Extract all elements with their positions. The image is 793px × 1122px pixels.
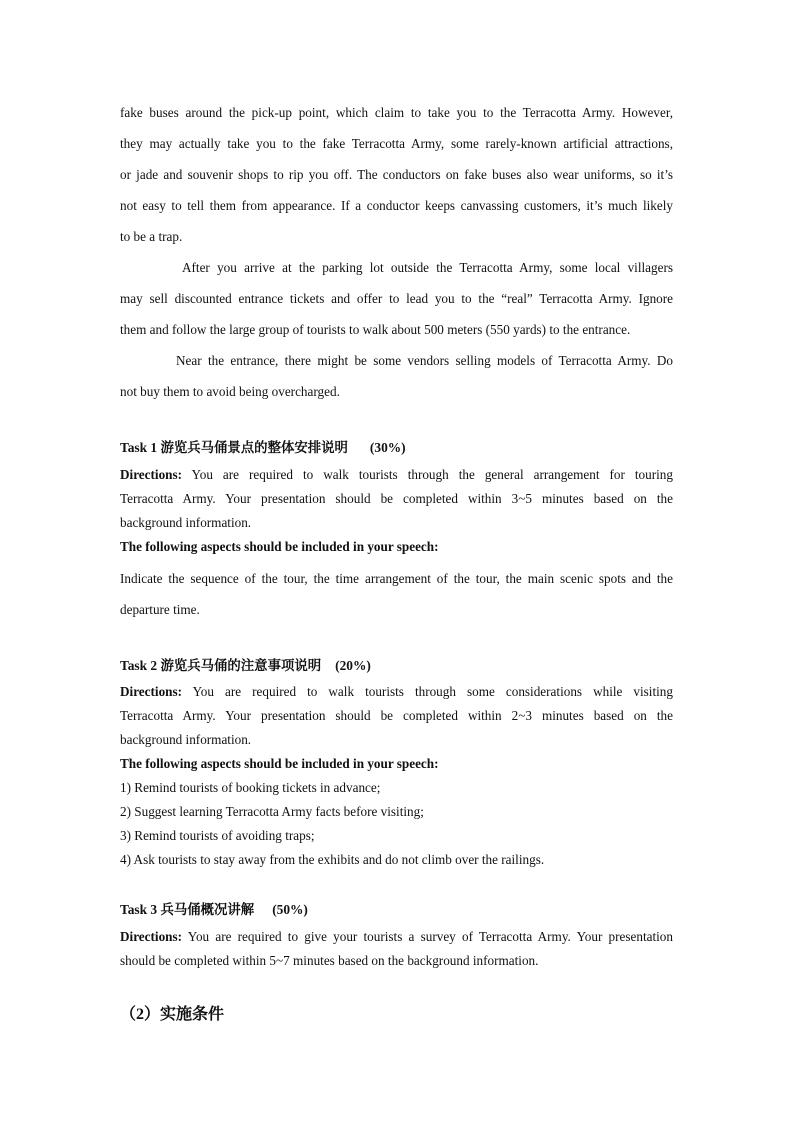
paragraph-line: to be a trap. [120,229,183,244]
paragraph-line: After you arrive at the parking lot outside the Terracotta Army, some local villagers [182,260,673,275]
directions-line: Terracotta Army. Your presentation should be completed within 3~5 minutes based on the [120,491,673,506]
task-percent: (30%) [369,440,406,455]
paragraph-line: them and follow the large group of tourists to walk about 500 meters (550 yards) to the entrance. [120,322,631,337]
paragraph-line: they may actually take you to the fake Terracotta Army, some rarely-known artificial attractions, [120,136,673,151]
task-percent: (50%) [272,902,308,917]
paragraph-line: fake buses around the pick-up point, which claim to take you to the Terracotta Army. However, [120,105,673,120]
directions-text: You are required to walk tourists through the general arrangement for touring [191,467,673,482]
directions-label: Directions: [120,929,183,944]
directions-line [120,466,673,484]
paragraph-line: not buy them to avoid being overcharged. [120,384,340,399]
directions-line: background information. [120,515,252,530]
aspects-line: 4) Ask tourists to stay away from the exhibits and do not climb over the railings. [120,852,545,867]
paragraph-line: or jade and souvenir shops to rip you off. The conductors on fake buses also wear uniforms, so it’s [120,167,673,182]
directions-line: should be completed within 5~7 minutes based on the background information. [120,953,539,968]
paragraph-line: Near the entrance, there might be some vendors selling models of Terracotta Army. Do [176,353,673,368]
paragraph-line: may sell discounted entrance tickets and offer to lead you to the “real” Terracotta Army. Ignore [120,291,673,306]
directions-line: Terracotta Army. Your presentation should be completed within 2~3 minutes based on the [120,708,673,723]
aspects-line: departure time. [120,602,200,617]
directions-text: You are required to walk tourists through some considerations while visiting [192,684,673,699]
directions-label: Directions: [120,684,183,699]
section-heading: （2）实施条件 [120,1006,225,1023]
task-3-heading [120,901,308,919]
aspects-heading: The following aspects should be included in your speech: [120,539,439,554]
directions-line: background information. [120,732,252,747]
paragraph-line: not easy to tell them from appearance. If a conductor keeps canvassing customers, it’s much likely [120,198,673,213]
task-title: Task 1 游览兵马俑景点的整体安排说明 [120,440,348,455]
aspects-line: Indicate the sequence of the tour, the time arrangement of the tour, the main scenic spots and the [120,571,673,586]
aspects-line: 2) Suggest learning Terracotta Army facts before visiting; [120,804,424,819]
aspects-heading: The following aspects should be included in your speech: [120,756,439,771]
task-percent: (20%) [335,658,371,673]
directions-label: Directions: [120,467,183,482]
directions-line [120,683,673,701]
task-title: Task 3 兵马俑概况讲解 [120,902,255,917]
directions-text: You are required to give your tourists a survey of Terracotta Army. Your presentation [187,929,673,944]
aspects-line: 1) Remind tourists of booking tickets in advance; [120,780,381,795]
directions-line [120,928,673,946]
task-title: Task 2 游览兵马俑的注意事项说明 [120,658,322,673]
task-1-heading [120,439,406,457]
aspects-line: 3) Remind tourists of avoiding traps; [120,828,315,843]
task-2-heading [120,657,371,675]
